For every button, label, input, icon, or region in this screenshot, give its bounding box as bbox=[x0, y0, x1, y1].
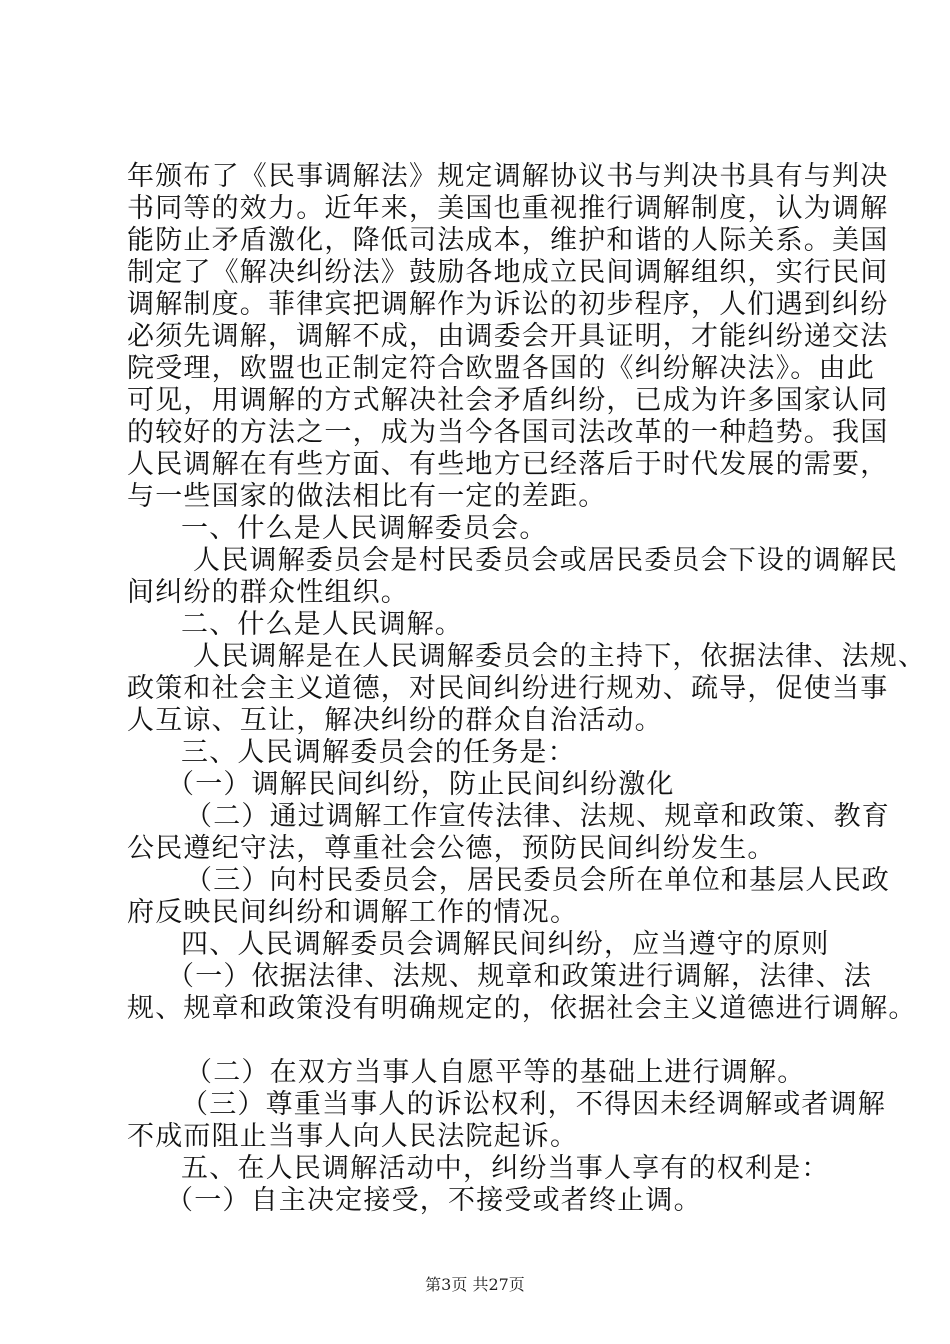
list-item: （二）通过调解工作宣传法律、法规、规章和政策、教育 bbox=[185, 801, 890, 832]
text-line: 公民遵纪守法，尊重社会公德，预防民间纠纷发生。 bbox=[127, 833, 776, 864]
text-line: 人互谅、互让，解决纠纷的群众自治活动。 bbox=[127, 705, 663, 736]
list-item: （一）依据法律、法规、规章和政策进行调解，法律、法 bbox=[167, 961, 872, 992]
text-line: 必须先调解，调解不成，由调委会开具证明，才能纠纷递交法 bbox=[127, 321, 889, 352]
blank-line bbox=[127, 1025, 852, 1057]
text-line: 制定了《解决纠纷法》鼓励各地成立民间调解组织，实行民间 bbox=[127, 257, 889, 288]
list-item: （三）向村民委员会，居民委员会所在单位和基层人民政 bbox=[185, 865, 890, 896]
list-item: （三）尊重当事人的诉讼权利，不得因未经调解或者调解 bbox=[181, 1089, 886, 1120]
text-line: 的较好的方法之一，成为当今各国司法改革的一种趋势。我国 bbox=[127, 417, 889, 448]
text-line: 间纠纷的群众性组织。 bbox=[127, 577, 409, 608]
list-item: （一）调解民间纠纷，防止民间纠纷激化 bbox=[167, 769, 675, 800]
text-line: 人民调解在有些方面、有些地方已经落后于时代发展的需要， bbox=[127, 449, 889, 480]
section-heading: 一、什么是人民调解委员会。 bbox=[181, 513, 548, 544]
section-heading: 四、人民调解委员会调解民间纠纷，应当遵守的原则 bbox=[181, 929, 830, 960]
section-heading: 五、在人民调解活动中，纠纷当事人享有的权利是： bbox=[181, 1153, 830, 1184]
text-line: 能防止矛盾激化，降低司法成本，维护和谐的人际关系。美国 bbox=[127, 225, 889, 256]
text-line: 府反映民间纠纷和调解工作的情况。 bbox=[127, 897, 579, 928]
document-body bbox=[127, 161, 927, 1217]
section-heading: 三、人民调解委员会的任务是： bbox=[181, 737, 576, 768]
section-heading: 二、什么是人民调解。 bbox=[181, 609, 463, 640]
text-line: 书同等的效力。近年来，美国也重视推行调解制度，认为调解 bbox=[127, 193, 889, 224]
text-line: 可见，用调解的方式解决社会矛盾纠纷，已成为许多国家认同 bbox=[127, 385, 889, 416]
text-line: 与一些国家的做法相比有一定的差距。 bbox=[127, 481, 607, 512]
list-item: （一）自主决定接受，不接受或者终止调。 bbox=[166, 1185, 702, 1216]
text-line: 人民调解委员会是村民委员会或居民委员会下设的调解民 bbox=[193, 545, 898, 576]
text-line: 年颁布了《民事调解法》规定调解协议书与判决书具有与判决 bbox=[127, 161, 889, 192]
text-line: 不成而阻止当事人向人民法院起诉。 bbox=[127, 1121, 579, 1152]
text-line: 院受理，欧盟也正制定符合欧盟各国的《纠纷解决法》。由此 bbox=[127, 353, 875, 384]
text-line: 人民调解是在人民调解委员会的主持下，依据法律、法规、 bbox=[193, 641, 927, 672]
text-line: 规、规章和政策没有明确规定的，依据社会主义道德进行调解。 bbox=[127, 993, 917, 1024]
text-line: 调解制度。菲律宾把调解作为诉讼的初步程序，人们遇到纠纷 bbox=[127, 289, 889, 320]
page-number-footer: 第3页 共27页 bbox=[425, 1275, 525, 1294]
list-item: （二）在双方当事人自愿平等的基础上进行调解。 bbox=[185, 1057, 806, 1088]
text-line: 政策和社会主义道德，对民间纠纷进行规劝、疏导，促使当事 bbox=[127, 673, 889, 704]
